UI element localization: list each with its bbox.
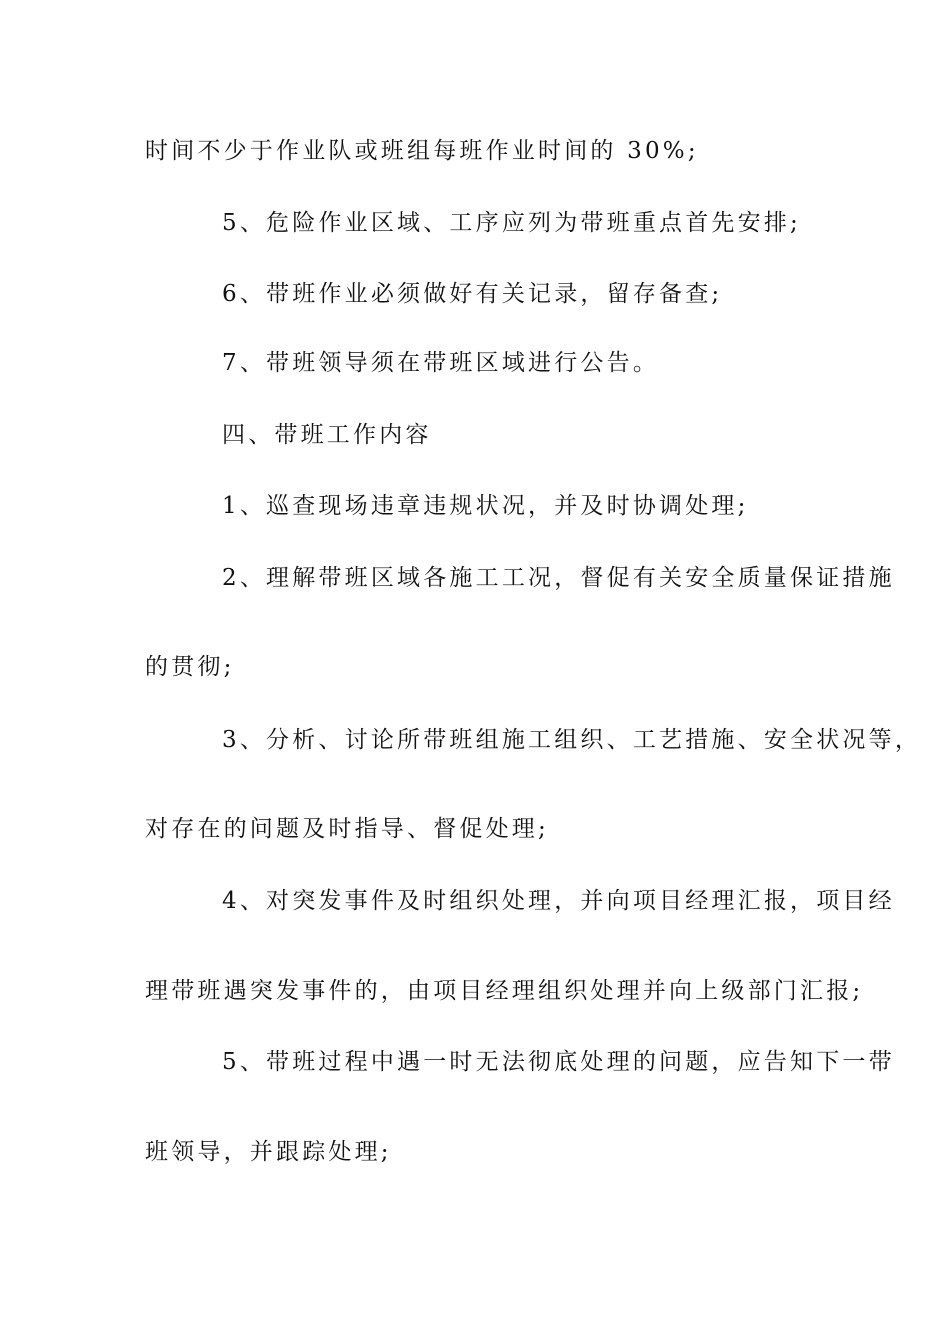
list-item-5b-continuation: 班领导，并跟踪处理; <box>145 1139 392 1165</box>
list-item-5b: 5、带班过程中遇一时无法彻底处理的问题，应告知下一带 <box>222 1049 895 1075</box>
list-item-7: 7、带班领导须在带班区域进行公告。 <box>222 350 660 376</box>
list-item-4: 4、对突发事件及时组织处理，并向项目经理汇报，项目经 <box>222 888 895 914</box>
list-item-5: 5、危险作业区域、工序应列为带班重点首先安排; <box>222 210 801 236</box>
list-item-1: 1、巡查现场违章违规状况，并及时协调处理; <box>222 493 749 519</box>
list-item-4-continuation: 理带班遇突发事件的，由项目经理组织处理并向上级部门汇报; <box>145 978 864 1004</box>
text-line-continuation: 时间不少于作业队或班组每班作业时间的 30%; <box>145 138 699 164</box>
list-item-3: 3、分析、讨论所带班组施工组织、工艺措施、安全状况等， <box>222 727 922 753</box>
list-item-3-continuation: 对存在的问题及时指导、督促处理; <box>145 816 549 842</box>
list-item-2: 2、理解带班区域各施工工况，督促有关安全质量保证措施 <box>222 565 895 591</box>
section-heading: 四、带班工作内容 <box>222 422 432 448</box>
list-item-2-continuation: 的贯彻; <box>145 654 235 680</box>
list-item-6: 6、带班作业必须做好有关记录，留存备查; <box>222 281 723 307</box>
